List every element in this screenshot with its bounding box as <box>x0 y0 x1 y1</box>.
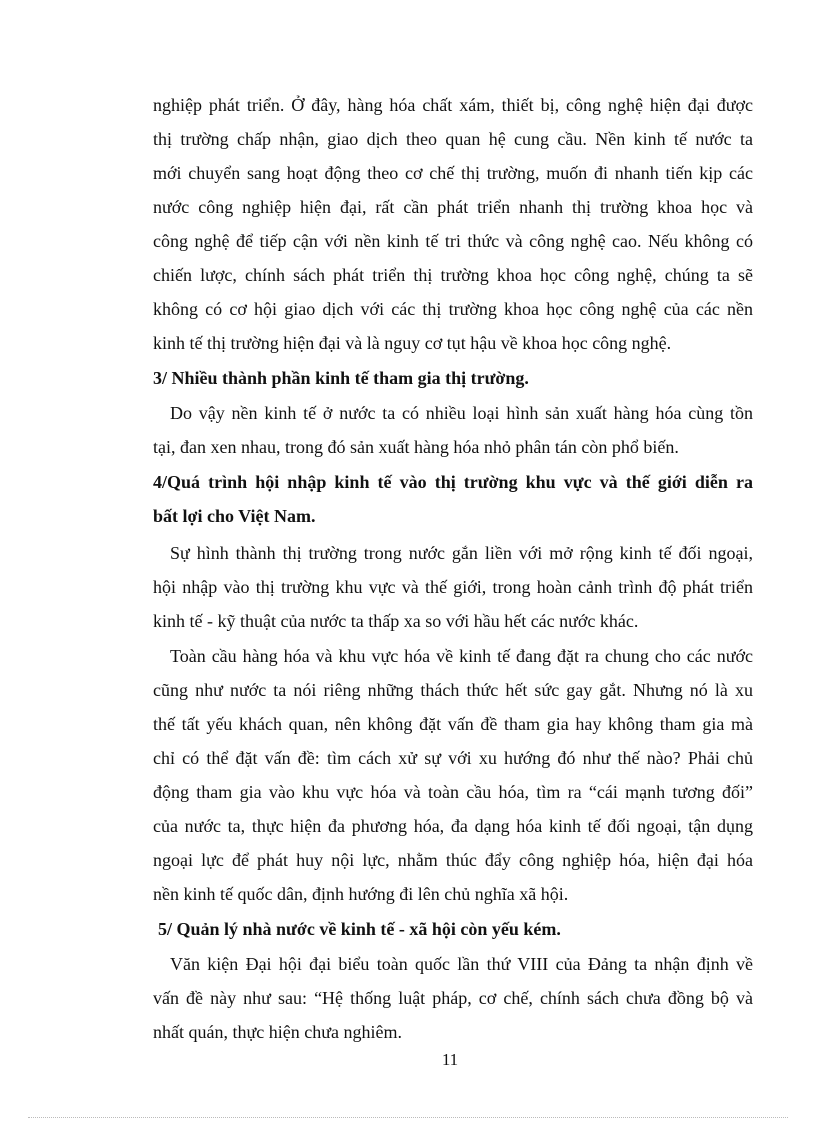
body-line: vấn đề này như sau: “Hệ thống luật pháp, cơ chế, chính sách chưa đồng bộ và <box>153 988 753 1008</box>
body-line: chỉ có thể đặt vấn đề: tìm cách xử sự với xu hướng đó như thế nào? Phải chủ <box>153 748 753 768</box>
body-line: ngoại lực để phát huy nội lực, nhằm thúc đẩy công nghiệp hóa, hiện đại hóa <box>153 850 753 870</box>
body-line: kinh tế - kỹ thuật của nước ta thấp xa so với hầu hết các nước khác. <box>153 611 639 631</box>
body-line: nghiệp phát triển. Ở đây, hàng hóa chất xám, thiết bị, công nghệ hiện đại được <box>153 95 753 115</box>
page-number: 11 <box>441 1050 459 1069</box>
body-line: nước công nghiệp hiện đại, rất cần phát triển nhanh thị trường khoa học và <box>153 197 753 217</box>
body-line: công nghệ để tiếp cận với nền kinh tế tri thức và công nghệ cao. Nếu không có <box>153 231 753 251</box>
body-line: Toàn cầu hàng hóa và khu vực hóa về kinh tế đang đặt ra chung cho các nước <box>170 646 753 666</box>
body-line: không có cơ hội giao dịch với các thị trường khoa học công nghệ của các nền <box>153 299 753 319</box>
section-heading-3: 3/ Nhiều thành phần kinh tế tham gia thị trường. <box>153 368 529 388</box>
footer-divider <box>28 1117 788 1118</box>
body-line: thế tất yếu khách quan, nên không đặt vấn đề tham gia hay không tham gia mà <box>153 714 753 734</box>
section-heading-5: 5/ Quản lý nhà nước về kinh tế - xã hội còn yếu kém. <box>158 919 561 939</box>
body-line: nền kinh tế quốc dân, định hướng đi lên chủ nghĩa xã hội. <box>153 884 569 904</box>
body-line: cũng như nước ta nói riêng những thách thức hết sức gay gắt. Nhưng nó là xu <box>153 680 753 700</box>
body-line: Sự hình thành thị trường trong nước gắn liền với mở rộng kinh tế đối ngoại, <box>170 543 753 563</box>
section-heading-4-cont: bất lợi cho Việt Nam. <box>153 506 316 526</box>
body-line: mới chuyển sang hoạt động theo cơ chế thị trường, muốn đi nhanh tiến kịp các <box>153 163 753 183</box>
body-line: hội nhập vào thị trường khu vực và thế giới, trong hoàn cảnh trình độ phát triển <box>153 577 753 597</box>
body-line: Do vậy nền kinh tế ở nước ta có nhiều loại hình sản xuất hàng hóa cùng tồn <box>170 403 753 423</box>
body-line: kinh tế thị trường hiện đại và là nguy cơ tụt hậu về khoa học công nghệ. <box>153 333 672 353</box>
body-line: động tham gia vào khu vực hóa và toàn cầu hóa, tìm ra “cái mạnh tương đối” <box>153 782 753 802</box>
body-line: thị trường chấp nhận, giao dịch theo quan hệ cung cầu. Nền kinh tế nước ta <box>153 129 753 149</box>
body-line: nhất quán, thực hiện chưa nghiêm. <box>153 1022 402 1042</box>
body-line: Văn kiện Đại hội đại biểu toàn quốc lần thứ VIII của Đảng ta nhận định về <box>170 954 753 974</box>
body-line: tại, đan xen nhau, trong đó sản xuất hàng hóa nhỏ phân tán còn phổ biến. <box>153 437 679 457</box>
section-heading-4: 4/Quá trình hội nhập kinh tế vào thị trường khu vực và thế giới diễn ra <box>153 472 753 492</box>
body-line: chiến lược, chính sách phát triển thị trường khoa học công nghệ, chúng ta sẽ <box>153 265 753 285</box>
body-line: của nước ta, thực hiện đa phương hóa, đa dạng hóa kinh tế đối ngoại, tận dụng <box>153 816 753 836</box>
